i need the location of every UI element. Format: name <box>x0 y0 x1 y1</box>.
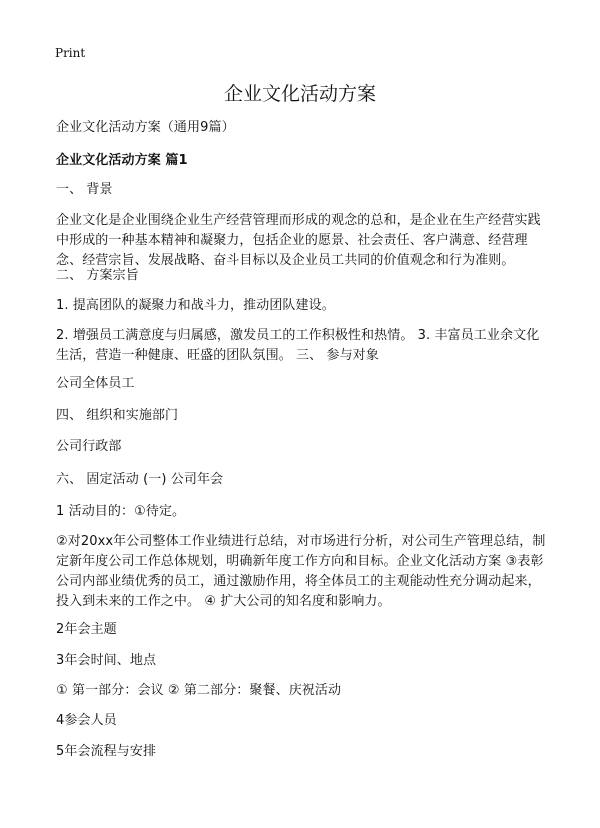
paragraph-organizer: 公司行政部 <box>56 439 122 454</box>
paragraph-purpose-2: 2. 增强员工满意度与归属感，激发员工的工作积极性和热情。 3. 丰富员工业余文化生活，营造一种健康、旺盛的团队氛围。 三、 参与对象 <box>56 328 540 363</box>
paragraph-annual-summary: ②对20xx年公司整体工作业绩进行总结，对市场进行分析，对公司生产管理总结，制定新年度公司工作总体规划，明确新年度工作方向和目标。企业文化活动方案 ③表彰公司内部业绩优秀的员工，通过激励作用，将全体员工的主观能动性充分调动起来，投入到未来的工作之中。 ④ 扩大公司的知名度和影响力。 <box>56 534 546 609</box>
document-title: 企业文化活动方案 <box>223 83 376 105</box>
section-heading: 企业文化活动方案 篇1 <box>56 153 188 168</box>
paragraph-activity-purpose: 1 活动目的：①待定。 <box>56 504 186 519</box>
print-label: Print <box>55 46 86 60</box>
heading-organizer: 四、 组织和实施部门 <box>56 408 179 423</box>
paragraph-flow: 5年会流程与安排 <box>56 744 157 759</box>
paragraph-participants: 公司全体员工 <box>56 376 135 391</box>
paragraph-background: 企业文化是企业围绕企业生产经营管理而形成的观念的总和，是企业在生产经营实践中形成的一种基本精神和凝聚力，包括企业的愿景、社会责任、客户满意、经营理念、经营宗旨、发展战略、奋斗目标以及企业员工共同的价值观念和行为准则。 <box>56 213 541 268</box>
heading-fixed-activities: 六、 固定活动 (一) 公司年会 <box>56 472 224 487</box>
heading-background: 一、 背景 <box>56 182 113 197</box>
paragraph-theme: 2年会主题 <box>56 622 117 637</box>
doc-subtitle: 企业文化活动方案（通用9篇） <box>56 120 235 135</box>
paragraph-time-place: 3年会时间、地点 <box>56 653 157 668</box>
paragraph-attendees: 4参会人员 <box>56 713 117 728</box>
heading-purpose: 二、 方案宗旨 <box>56 268 139 283</box>
paragraph-parts: ① 第一部分：会议 ② 第二部分：聚餐、庆祝活动 <box>56 683 342 698</box>
paragraph-purpose-1: 1. 提高团队的凝聚力和战斗力，推动团队建设。 <box>56 298 335 313</box>
